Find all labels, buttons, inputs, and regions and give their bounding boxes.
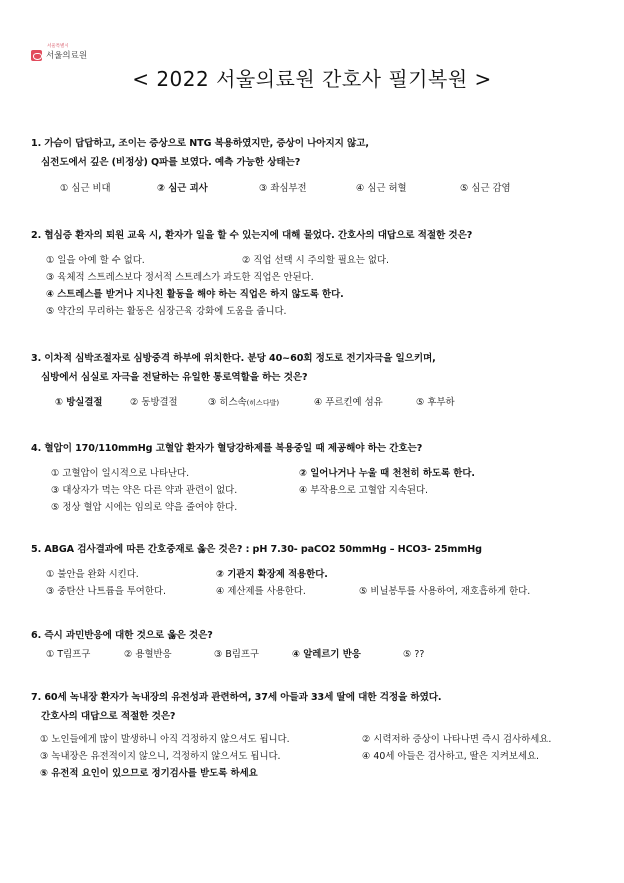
hospital-logo <box>31 44 87 61</box>
question-3-options <box>31 394 604 412</box>
q2-option-1: ① 일을 아예 할 수 없다. <box>46 255 145 266</box>
q3-option-5: ⑤ 후부하 <box>416 397 455 408</box>
question-7-line-2: 간호사의 대답으로 적절한 것은? <box>41 711 176 722</box>
q5-option-3: ③ 중탄산 나트륨을 투여한다. <box>46 586 166 597</box>
q4-option-4: ④ 부작용으로 고혈압 지속된다. <box>299 485 429 496</box>
question-5-line-1: 5. ABGA 검사결과에 따른 간호중재로 옳은 것은? : pH 7.30- paCO2 50mmHg – HCO3- 25mmHg <box>31 544 482 555</box>
q4-option-5: ⑤ 정상 혈압 시에는 임의로 약을 줄여야 한다. <box>51 502 238 513</box>
question-4-line-1: 4. 혈압이 170/110mmHg 고혈압 환자가 혈당강하제를 복용중일 때 제공해야 하는 간호는? <box>31 443 423 454</box>
q1-option-1: ① 심근 비대 <box>60 183 111 194</box>
question-1 <box>31 134 604 197</box>
question-5 <box>31 540 604 600</box>
q7-option-3: ③ 녹내장은 유전적이지 않으니, 걱정하지 않으셔도 됩니다. <box>40 751 281 762</box>
q2-option-3: ③ 육체적 스트레스보다 정서적 스트레스가 과도한 직업은 안된다. <box>46 272 314 283</box>
logo-city-text: 서울특별시 <box>47 44 69 49</box>
q1-option-5: ⑤ 심근 감염 <box>460 183 511 194</box>
q5-option-2: ② 기관지 확장제 적용한다. <box>216 569 328 580</box>
q4-option-2: ② 일어나거나 누울 때 천천히 하도록 한다. <box>299 468 475 479</box>
q2-option-4: ④ 스트레스를 받거나 지나친 활동을 해야 하는 직업은 하지 않도록 한다. <box>46 289 344 300</box>
q3-option-1: ① 방실결절 <box>55 397 103 408</box>
question-5-options <box>31 566 604 600</box>
q2-option-2: ② 직업 선택 시 주의할 필요는 없다. <box>242 255 389 266</box>
q3-option-2: ② 동방결절 <box>130 397 178 408</box>
q5-option-4: ④ 제산제를 사용한다. <box>216 586 306 597</box>
question-1-line-1: 1. 가슴이 답답하고, 조이는 증상으로 NTG 복용하였지만, 증상이 나아지지 않고, <box>31 138 369 149</box>
q7-option-2: ② 시력저하 증상이 나타나면 즉시 검사하세요. <box>362 734 552 745</box>
q6-option-2: ② 용혈반응 <box>124 649 172 660</box>
q3-option-3: ③ 히스속 <box>208 397 247 408</box>
q7-option-5: ⑤ 유전적 요인이 있으므로 정기검사를 받도록 하세요 <box>40 768 258 779</box>
q1-option-3: ③ 좌심부전 <box>259 183 307 194</box>
question-2-options <box>31 252 604 320</box>
question-7-options <box>31 731 604 782</box>
question-6 <box>31 626 604 663</box>
q3-option-4: ④ 푸르킨예 섬유 <box>314 397 383 408</box>
question-1-options <box>31 180 604 197</box>
q6-option-5: ⑤ ?? <box>403 649 425 660</box>
q5-option-5: ⑤ 비닐봉투를 사용하여, 재호흡하게 한다. <box>359 586 531 597</box>
question-1-line-2: 심전도에서 깊은 (비정상) Q파를 보였다. 예측 가능한 상태는? <box>41 157 301 168</box>
q6-option-1: ① T림프구 <box>46 649 91 660</box>
question-4 <box>31 439 604 516</box>
q6-option-4: ④ 알레르기 반응 <box>292 649 361 660</box>
question-3 <box>31 349 604 412</box>
page-title: < 2022 서울의료원 간호사 필기복원 > <box>132 67 492 91</box>
question-3-line-2: 심방에서 심실로 자극을 전달하는 유일한 통로역할을 하는 것은? <box>41 372 308 383</box>
q4-option-1: ① 고혈압이 일시적으로 나타난다. <box>51 468 190 479</box>
q4-option-3: ③ 대상자가 먹는 약은 다른 약과 관련이 없다. <box>51 485 238 496</box>
question-4-options <box>31 465 604 516</box>
question-2-line-1: 2. 협심증 환자의 퇴원 교육 시, 환자가 일을 할 수 있는지에 대해 물었다. 간호사의 대답으로 적절한 것은? <box>31 230 473 241</box>
logo-name-text: 서울의료원 <box>46 50 88 61</box>
q1-option-2: ② 심근 괴사 <box>157 183 208 194</box>
q5-option-1: ① 불안을 완화 시킨다. <box>46 569 139 580</box>
question-3-line-1: 3. 이차적 심박조절자로 심방중격 하부에 위치한다. 분당 40~60회 정도로 전기자극을 일으키며, <box>31 353 436 364</box>
question-6-line-1: 6. 즉시 과민반응에 대한 것으로 옳은 것은? <box>31 630 213 641</box>
q7-option-4: ④ 40세 아들은 검사하고, 딸은 지켜보세요. <box>362 751 540 762</box>
question-7 <box>31 688 604 782</box>
q7-option-1: ① 노인들에게 많이 발생하니 아직 걱정하지 않으셔도 됩니다. <box>40 734 290 745</box>
q6-option-3: ③ B림프구 <box>214 649 259 660</box>
question-2 <box>31 226 604 320</box>
question-6-options <box>31 646 604 663</box>
q1-option-4: ④ 심근 허혈 <box>356 183 407 194</box>
q2-option-5: ⑤ 약간의 무리하는 활동은 심장근육 강화에 도움을 줍니다. <box>46 306 287 317</box>
question-7-line-1: 7. 60세 녹내장 환자가 녹내장의 유전성과 관련하여, 37세 아들과 33세 딸에 대한 걱정을 하였다. <box>31 692 442 703</box>
heart-logo-icon <box>31 50 42 61</box>
q3-option-3-note: (히스다발) <box>246 399 280 407</box>
